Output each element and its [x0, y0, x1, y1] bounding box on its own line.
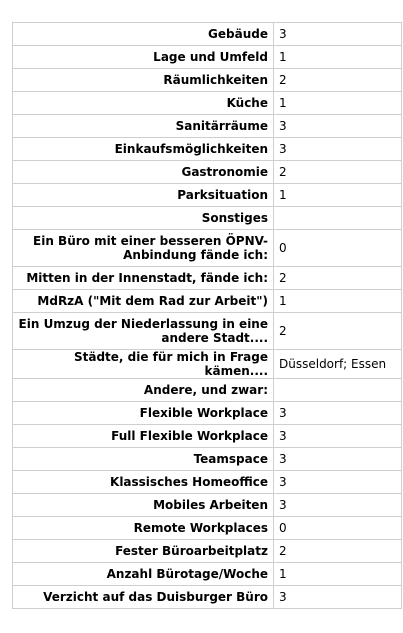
table-row	[13, 23, 402, 46]
table-row	[13, 425, 402, 448]
row-label: Verzicht auf das Duisburger Büro	[13, 586, 274, 609]
row-value: 3	[274, 425, 402, 448]
row-value: 2	[274, 540, 402, 563]
table-row	[13, 69, 402, 92]
table-row	[13, 138, 402, 161]
row-label: Remote Workplaces	[13, 517, 274, 540]
survey-answers-table	[12, 22, 402, 609]
table-row	[13, 586, 402, 609]
row-label: Einkaufsmöglichkeiten	[13, 138, 274, 161]
row-value: 0	[274, 230, 402, 267]
row-label: Mitten in der Innenstadt, fände ich:	[13, 267, 274, 290]
row-label: Räumlichkeiten	[13, 69, 274, 92]
row-value: 0	[274, 517, 402, 540]
table-row	[13, 379, 402, 402]
table-row	[13, 402, 402, 425]
table-row	[13, 230, 402, 267]
row-label: Gastronomie	[13, 161, 274, 184]
row-label: Mobiles Arbeiten	[13, 494, 274, 517]
table-row	[13, 448, 402, 471]
row-value: 1	[274, 290, 402, 313]
table-row	[13, 517, 402, 540]
table-row	[13, 46, 402, 69]
row-label: Ein Umzug der Niederlassung in eine andere Stadt....	[13, 313, 274, 350]
table-row	[13, 267, 402, 290]
row-value: 3	[274, 138, 402, 161]
row-label: Küche	[13, 92, 274, 115]
row-value: 2	[274, 161, 402, 184]
row-value: 2	[274, 313, 402, 350]
row-label: Andere, und zwar:	[13, 379, 274, 402]
row-label: Full Flexible Workplace	[13, 425, 274, 448]
row-value	[274, 207, 402, 230]
row-value: 3	[274, 448, 402, 471]
row-label: MdRzA ("Mit dem Rad zur Arbeit")	[13, 290, 274, 313]
row-value: 3	[274, 115, 402, 138]
row-value	[274, 379, 402, 402]
row-label: Flexible Workplace	[13, 402, 274, 425]
row-value: 3	[274, 402, 402, 425]
row-label: Parksituation	[13, 184, 274, 207]
table-row	[13, 563, 402, 586]
row-label: Lage und Umfeld	[13, 46, 274, 69]
row-label: Klassisches Homeoffice	[13, 471, 274, 494]
row-value: 1	[274, 46, 402, 69]
row-value: 1	[274, 92, 402, 115]
row-label: Anzahl Bürotage/Woche	[13, 563, 274, 586]
table-row	[13, 290, 402, 313]
row-value: 2	[274, 267, 402, 290]
table-row	[13, 115, 402, 138]
table-row	[13, 184, 402, 207]
table-row	[13, 350, 402, 379]
row-label: Städte, die für mich in Frage kämen....	[13, 350, 274, 379]
row-value: 3	[274, 471, 402, 494]
row-value: 2	[274, 69, 402, 92]
row-value: 3	[274, 586, 402, 609]
row-label: Gebäude	[13, 23, 274, 46]
row-label: Ein Büro mit einer besseren ÖPNV-Anbindung fände ich:	[13, 230, 274, 267]
table-row	[13, 471, 402, 494]
table-row	[13, 494, 402, 517]
row-value: Düsseldorf; Essen	[274, 350, 402, 379]
table-row	[13, 540, 402, 563]
row-value: 3	[274, 23, 402, 46]
row-label: Fester Büroarbeitplatz	[13, 540, 274, 563]
table-row	[13, 313, 402, 350]
row-value: 1	[274, 184, 402, 207]
table-row	[13, 92, 402, 115]
row-label: Teamspace	[13, 448, 274, 471]
row-label: Sonstiges	[13, 207, 274, 230]
row-label: Sanitärräume	[13, 115, 274, 138]
row-value: 1	[274, 563, 402, 586]
table-row	[13, 161, 402, 184]
row-value: 3	[274, 494, 402, 517]
table-row	[13, 207, 402, 230]
